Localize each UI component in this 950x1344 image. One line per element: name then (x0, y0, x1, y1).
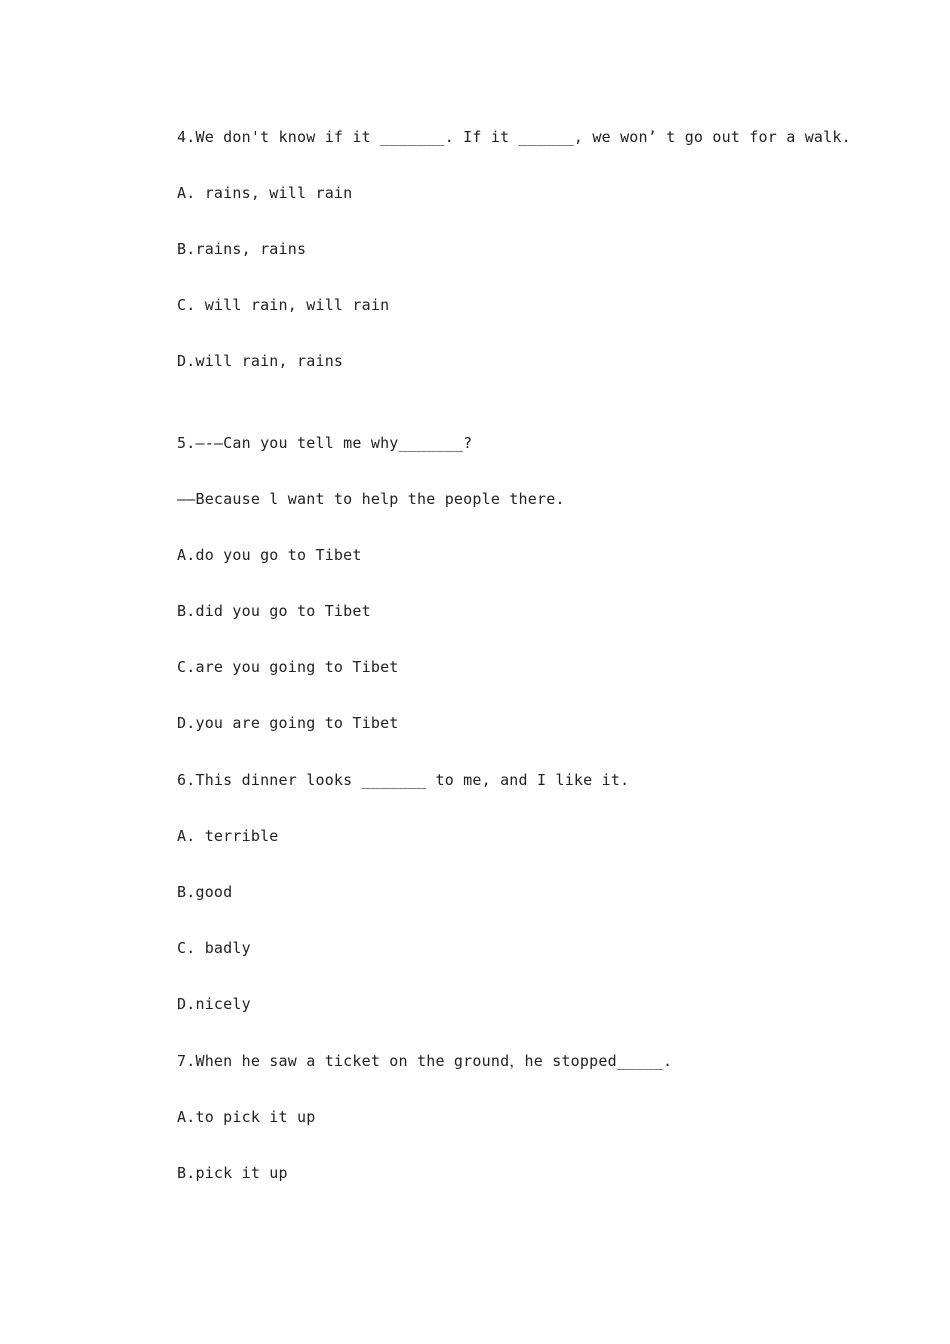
question-4-option-b: B.rains, rains (177, 240, 307, 258)
question-5-option-b: B.did you go to Tibet (177, 602, 371, 620)
question-7-stem: 7.When he saw a ticket on the ground，he stopped_____. (177, 1052, 673, 1070)
question-5-option-a: A.do you go to Tibet (177, 546, 362, 564)
question-5-option-c: C.are you going to Tibet (177, 658, 399, 676)
question-4-stem: 4.We don't know if it _______. If it ______, we won’ t go out for a walk. (177, 128, 851, 146)
question-6-stem: 6.This dinner looks _______ to me, and I like it. (177, 771, 630, 789)
question-4-option-a: A. rains, will rain (177, 184, 353, 202)
question-4-option-c: C. will rain, will rain (177, 296, 390, 314)
question-5-stem: 5.—-—Can you tell me why_______? (177, 434, 473, 452)
question-7-option-a: A.to pick it up (177, 1108, 316, 1126)
question-7-option-b: B.pick it up (177, 1164, 288, 1182)
question-5-reply: ——Because l want to help the people there. (177, 490, 565, 508)
question-4-option-d: D.will rain, rains (177, 352, 344, 370)
question-5-option-d: D.you are going to Tibet (177, 714, 399, 732)
question-6-option-a: A. terrible (177, 827, 279, 845)
question-6-option-b: B.good (177, 883, 233, 901)
question-6-option-d: D.nicely (177, 995, 251, 1013)
question-6-option-c: C. badly (177, 939, 251, 957)
